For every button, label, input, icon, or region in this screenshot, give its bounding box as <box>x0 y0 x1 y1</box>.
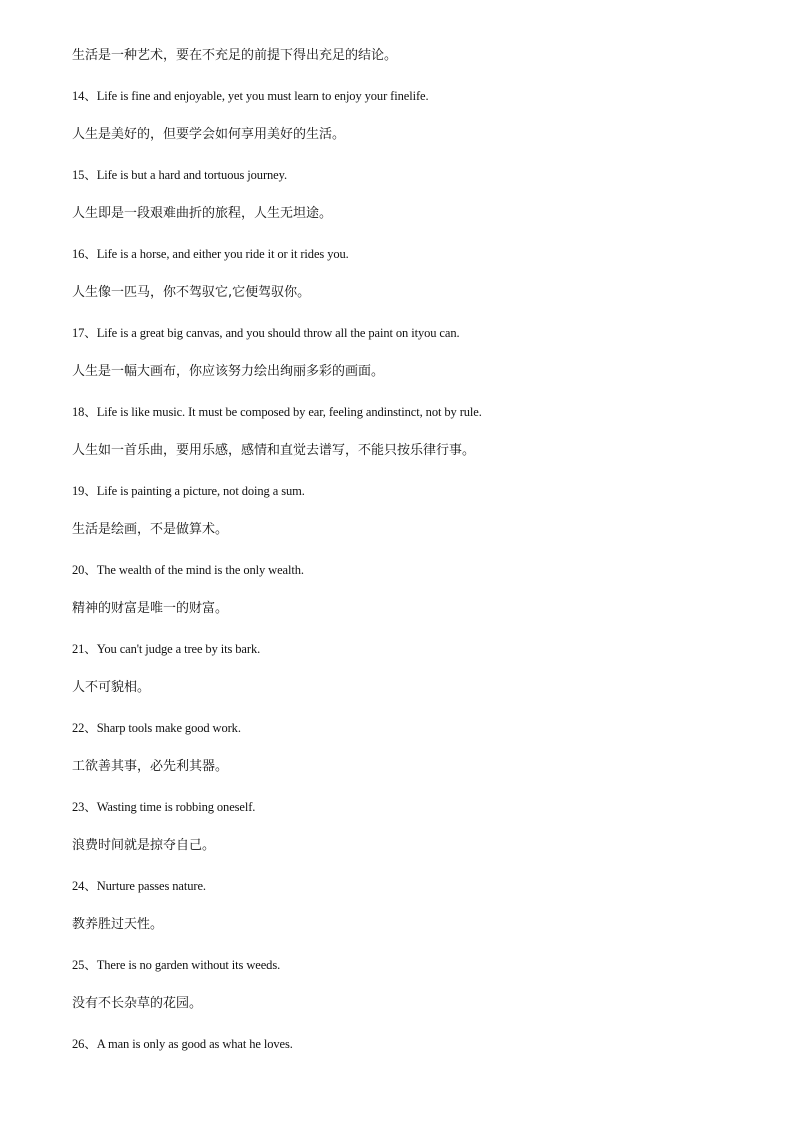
translation-line: 浪费时间就是掠夺自己。 <box>72 838 216 853</box>
quote-line: 22、Sharp tools make good work. <box>72 720 241 735</box>
quote-line: 23、Wasting time is robbing oneself. <box>72 799 256 814</box>
quote-line: 17、Life is a great big canvas, and you should throw all the paint on ityou can. <box>72 325 460 340</box>
quote-line: 25、There is no garden without its weeds. <box>72 957 281 972</box>
quote-line: 15、Life is but a hard and tortuous journey. <box>72 167 287 182</box>
translation-line: 教养胜过天性。 <box>72 917 164 932</box>
quote-line: 14、Life is fine and enjoyable, yet you must learn to enjoy your finelife. <box>72 88 429 103</box>
quote-line: 16、Life is a horse, and either you ride it or it rides you. <box>72 246 349 261</box>
quote-line: 21、You can't judge a tree by its bark. <box>72 641 261 656</box>
translation-line: 生活是一种艺术，要在不充足的前提下得出充足的结论。 <box>72 48 398 63</box>
translation-line: 人生是美好的，但要学会如何享用美好的生活。 <box>72 127 346 142</box>
quote-line: 26、A man is only as good as what he loves. <box>72 1036 293 1051</box>
translation-line: 人生是一幅大画布，你应该努力绘出绚丽多彩的画面。 <box>72 364 385 379</box>
translation-line: 没有不长杂草的花园。 <box>72 996 203 1011</box>
translation-line: 精神的财富是唯一的财富。 <box>72 601 229 616</box>
text-body <box>72 46 732 1073</box>
quote-line: 20、The wealth of the mind is the only wealth. <box>72 562 304 577</box>
translation-line: 工欲善其事，必先利其器。 <box>72 759 229 774</box>
translation-line: 人生像一匹马，你不驾驭它,它便驾驭你。 <box>72 285 311 300</box>
translation-line: 人生即是一段艰难曲折的旅程，人生无坦途。 <box>72 206 333 221</box>
quote-line: 18、Life is like music. It must be composed by ear, feeling andinstinct, not by rule. <box>72 404 482 419</box>
translation-line: 生活是绘画，不是做算术。 <box>72 522 229 537</box>
quote-line: 19、Life is painting a picture, not doing a sum. <box>72 483 305 498</box>
translation-line: 人生如一首乐曲，要用乐感，感情和直觉去谱写，不能只按乐律行事。 <box>72 443 476 458</box>
translation-line: 人不可貌相。 <box>72 680 151 695</box>
quote-line: 24、Nurture passes nature. <box>72 878 206 893</box>
